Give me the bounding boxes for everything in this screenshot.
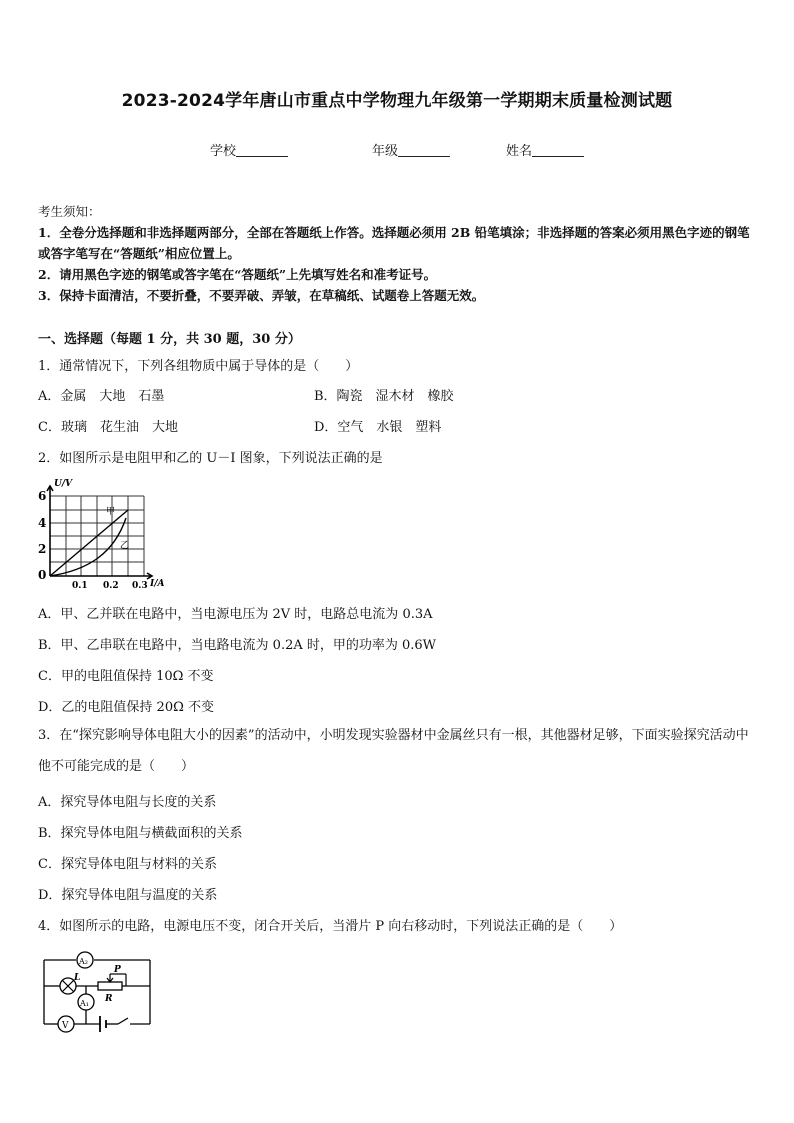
graph-line-jia — [50, 510, 128, 576]
school-label: 学校 — [210, 144, 237, 159]
school-blank — [236, 144, 288, 157]
graph-x-axis-label: I/A — [150, 579, 165, 589]
graph-y-tick-4: 4 — [38, 516, 47, 530]
q3-option-d: D．探究导体电阻与温度的关系 — [38, 888, 218, 903]
q1-option-c: C．玻璃 花生油 大地 — [38, 420, 178, 435]
graph-y-tick-0: 0 — [38, 568, 47, 582]
q3-option-b: B．探究导体电阻与横截面积的关系 — [38, 826, 243, 841]
slider-label: P — [114, 965, 121, 975]
q2-option-a: A．甲、乙并联在电路中，当电源电压为 2V 时，电路总电流为 0.3A — [38, 607, 433, 622]
ammeter-a2-label: A₂ — [79, 957, 88, 966]
graph-curve-yi — [50, 518, 126, 576]
circuit-diagram — [38, 950, 158, 1034]
graph-label-yi: 乙 — [120, 541, 130, 551]
grade-blank — [398, 144, 450, 157]
rheostat-label: R — [105, 994, 113, 1004]
ammeter-a1-label: A₁ — [80, 999, 89, 1008]
q2-option-c: C．甲的电阻值保持 10Ω 不变 — [38, 669, 214, 684]
q1-option-a: A．金属 大地 石墨 — [38, 389, 165, 404]
notice-item-2: 2．请用黑色字迹的钢笔或答字笔在“答题纸”上先填写姓名和准考证号。 — [38, 267, 437, 282]
q1-option-d: D．空气 水银 塑料 — [314, 420, 442, 435]
exam-notice — [38, 201, 758, 306]
battery-icon — [100, 1016, 106, 1032]
notice-item-1: 1．全卷分选择题和非选择题两部分，全部在答题纸上作答。选择题必须用 2B 铅笔填涂；非选择题的答案必须用黑色字迹的钢笔或答字笔写在“答题纸”相应位置上。 — [38, 225, 750, 261]
section-heading: 一、选择题（每题 1 分，共 30 题，30 分） — [38, 332, 301, 347]
lamp-label: L — [74, 973, 81, 983]
q3-stem: 3．在“探究影响导体电阻大小的因素”的活动中，小明发现实验器材中金属丝只有一根，其他器材足够，下面实验探究活动中他不可能完成的是（ ） — [38, 728, 749, 774]
q2-stem: 2．如图所示是电阻甲和乙的 U－I 图象，下列说法正确的是 — [38, 451, 383, 466]
graph-x-tick-01: 0.1 — [72, 581, 88, 590]
q4-stem: 4．如图所示的电路，电源电压不变，闭合开关后，当滑片 P 向右移动时，下列说法正确的是（ ） — [38, 919, 623, 934]
graph-label-jia: 甲 — [106, 507, 116, 517]
name-field — [506, 140, 584, 159]
q2-option-d: D．乙的电阻值保持 20Ω 不变 — [38, 700, 215, 715]
rheostat-icon — [98, 982, 122, 990]
q1-stem: 1．通常情况下，下列各组物质中属于导体的是（ ） — [38, 359, 359, 374]
graph-y-tick-2: 2 — [38, 542, 47, 556]
circuit-wires — [44, 960, 150, 1024]
graph-x-tick-02: 0.2 — [103, 581, 119, 590]
graph-y-tick-6: 6 — [38, 489, 47, 503]
graph-x-tick-03: 0.3 — [132, 581, 148, 590]
q3-option-a: A．探究导体电阻与长度的关系 — [38, 795, 217, 810]
notice-item-3: 3．保持卡面清洁，不要折叠，不要弄破、弄皱，在草稿纸、试题卷上答题无效。 — [38, 288, 485, 303]
q2-option-b: B．甲、乙串联在电路中，当电路电流为 0.2A 时，甲的功率为 0.6W — [38, 638, 437, 653]
notice-heading: 考生须知： — [38, 204, 101, 219]
name-label: 姓名 — [506, 144, 533, 159]
name-blank — [532, 144, 584, 157]
graph-y-axis-label: U/V — [54, 479, 73, 489]
voltmeter-label: V — [62, 1021, 69, 1031]
exam-title: 2023-2024学年唐山市重点中学物理九年级第一学期期末质量检测试题 — [121, 91, 673, 111]
q1-option-b: B．陶瓷 湿木材 橡胶 — [314, 389, 454, 404]
grade-field — [372, 140, 450, 159]
school-field — [210, 140, 288, 159]
ui-graph — [34, 478, 174, 590]
q3-option-c: C．探究导体电阻与材料的关系 — [38, 857, 217, 872]
grade-label: 年级 — [372, 144, 399, 159]
